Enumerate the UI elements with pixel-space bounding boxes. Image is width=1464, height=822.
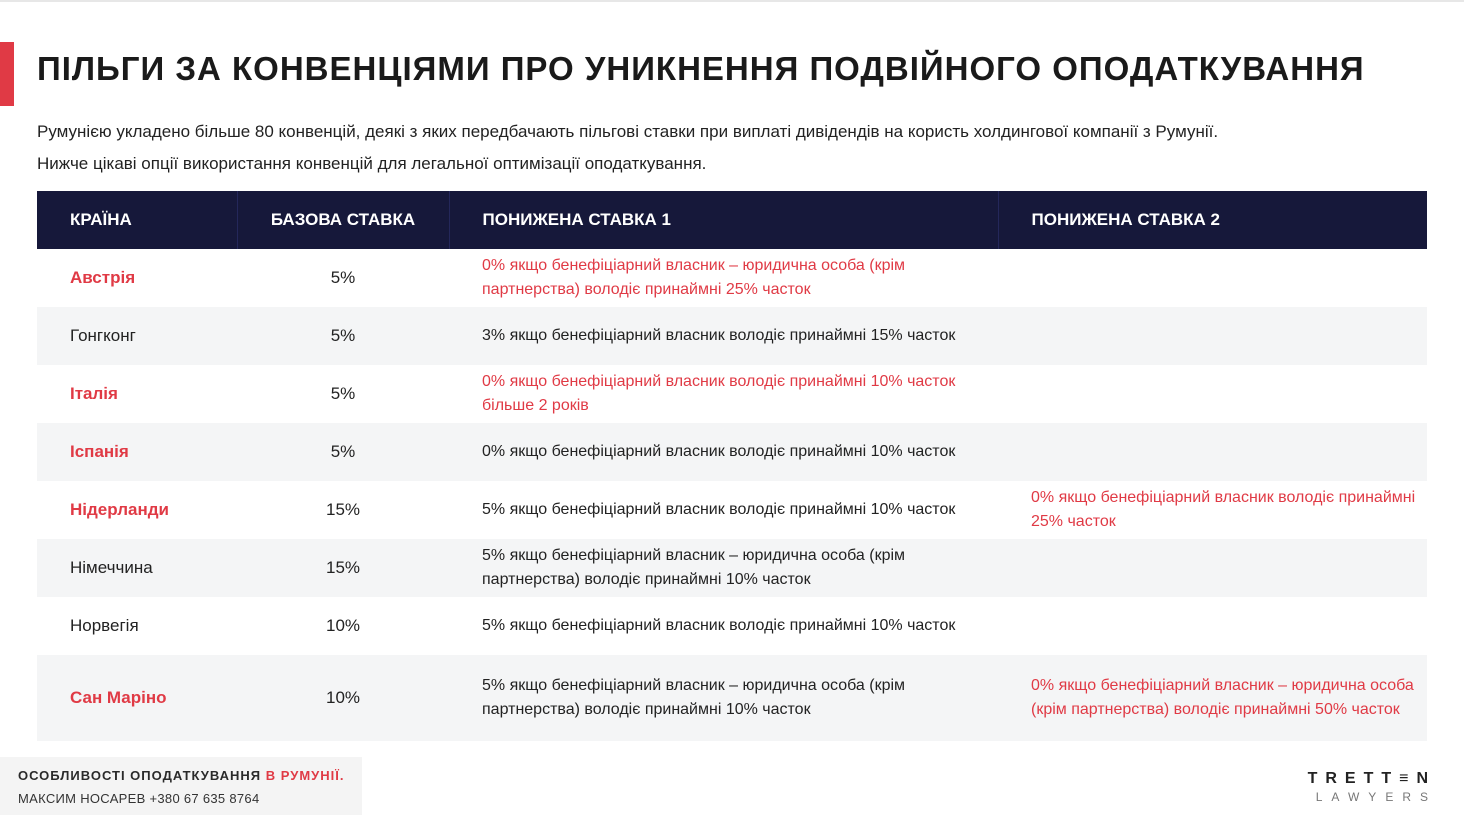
intro-line-2: Нижче цікаві опції використання конвенцій для легальної оптимізації оподаткування.: [37, 154, 707, 173]
page-title: ПІЛЬГИ ЗА КОНВЕНЦІЯМИ ПРО УНИКНЕННЯ ПОДВІЙНОГО ОПОДАТКУВАННЯ: [37, 50, 1365, 87]
country-cell: Італія: [70, 384, 118, 403]
reduced-rate-2-cell: [998, 307, 1427, 365]
table-row: [37, 365, 1427, 423]
country-cell: Гонгконг: [70, 326, 136, 345]
footer-panel: [0, 757, 362, 815]
reduced-rate-2-cell: [998, 365, 1427, 423]
table-row: [37, 597, 1427, 655]
reduced-rate-1-cell: 3% якщо бенефіціарний власник володіє принаймні 15% часток: [482, 327, 956, 344]
intro-line-1: Румунією укладено більше 80 конвенцій, деякі з яких передбачають пільгові ставки при виплаті дивідендів на користь холдингової компанії з Румунії.: [37, 122, 1219, 141]
reduced-rate-1-cell: 0% якщо бенефіціарний власник – юридична особа (крім партнерства) володіє принаймні 25% часток: [482, 257, 906, 298]
base-rate-cell: 5%: [330, 384, 356, 403]
country-cell: Австрія: [70, 268, 136, 287]
table-row: [37, 307, 1427, 365]
title-accent-bar: [0, 42, 14, 106]
reduced-rate-1-cell: 5% якщо бенефіціарний власник – юридична особа (крім партнерства) володіє принаймні 10% часток: [482, 547, 906, 588]
logo-wordmark: TRETT≡N: [1307, 770, 1436, 787]
footer-title-accent: В РУМУНІЇ.: [265, 768, 345, 783]
reduced-rate-2-cell: [998, 597, 1427, 655]
country-cell: Нідерланди: [70, 500, 169, 519]
reduced-rate-2-cell: [998, 539, 1427, 597]
reduced-rate-1-cell: 5% якщо бенефіціарний власник володіє принаймні 10% часток: [482, 617, 956, 634]
base-rate-cell: 15%: [325, 500, 361, 519]
table-row: [37, 249, 1427, 307]
table-row: [37, 481, 1427, 539]
reduced-rate-2-cell: 0% якщо бенефіціарний власник – юридична особа (крім партнерства) володіє принаймні 50% часток: [1031, 677, 1414, 718]
reduced-rate-1-cell: 5% якщо бенефіціарний власник володіє принаймні 10% часток: [482, 501, 956, 518]
header-reduced-rate-2: ПОНИЖЕНА СТАВКА 2: [1031, 210, 1220, 229]
base-rate-cell: 5%: [330, 442, 356, 461]
header-base-rate: БАЗОВА СТАВКА: [237, 191, 449, 249]
base-rate-cell: 10%: [325, 688, 361, 707]
base-rate-cell: 10%: [325, 616, 361, 635]
footer-title: [18, 768, 344, 783]
intro-text: [37, 116, 1437, 180]
reduced-rate-1-cell: 5% якщо бенефіціарний власник – юридична особа (крім партнерства) володіє принаймні 10% часток: [482, 677, 906, 718]
table-row: [37, 423, 1427, 481]
header-reduced-rate-1: ПОНИЖЕНА СТАВКА 1: [449, 191, 998, 249]
table-header-row: [37, 191, 1427, 249]
footer-contact: МАКСИМ НОСАРЕВ +380 67 635 8764: [18, 791, 260, 806]
tax-rates-table: [37, 191, 1427, 741]
reduced-rate-2-cell: [998, 249, 1427, 307]
base-rate-cell: 5%: [330, 326, 356, 345]
country-cell: Іспанія: [70, 442, 129, 461]
table-row: [37, 539, 1427, 597]
top-divider: [0, 0, 1464, 2]
country-cell: Норвегія: [70, 616, 139, 635]
tretten-logo: [1307, 770, 1437, 804]
reduced-rate-2-cell: [998, 423, 1427, 481]
logo-subtitle: LAWYERS: [1315, 790, 1437, 804]
reduced-rate-1-cell: 0% якщо бенефіціарний власник володіє принаймні 10% часток: [482, 443, 956, 460]
country-cell: Німеччина: [70, 558, 153, 577]
reduced-rate-1-cell: 0% якщо бенефіціарний власник володіє принаймні 10% часток більше 2 років: [482, 373, 956, 414]
reduced-rate-2-cell: 0% якщо бенефіціарний власник володіє принаймні 25% часток: [1031, 489, 1416, 530]
base-rate-cell: 15%: [325, 558, 361, 577]
footer-title-main: ОСОБЛИВОСТІ ОПОДАТКУВАННЯ: [18, 768, 266, 783]
base-rate-cell: 5%: [330, 268, 356, 287]
header-country: КРАЇНА: [37, 191, 237, 249]
country-cell: Сан Маріно: [70, 688, 167, 707]
table-row: [37, 655, 1427, 741]
